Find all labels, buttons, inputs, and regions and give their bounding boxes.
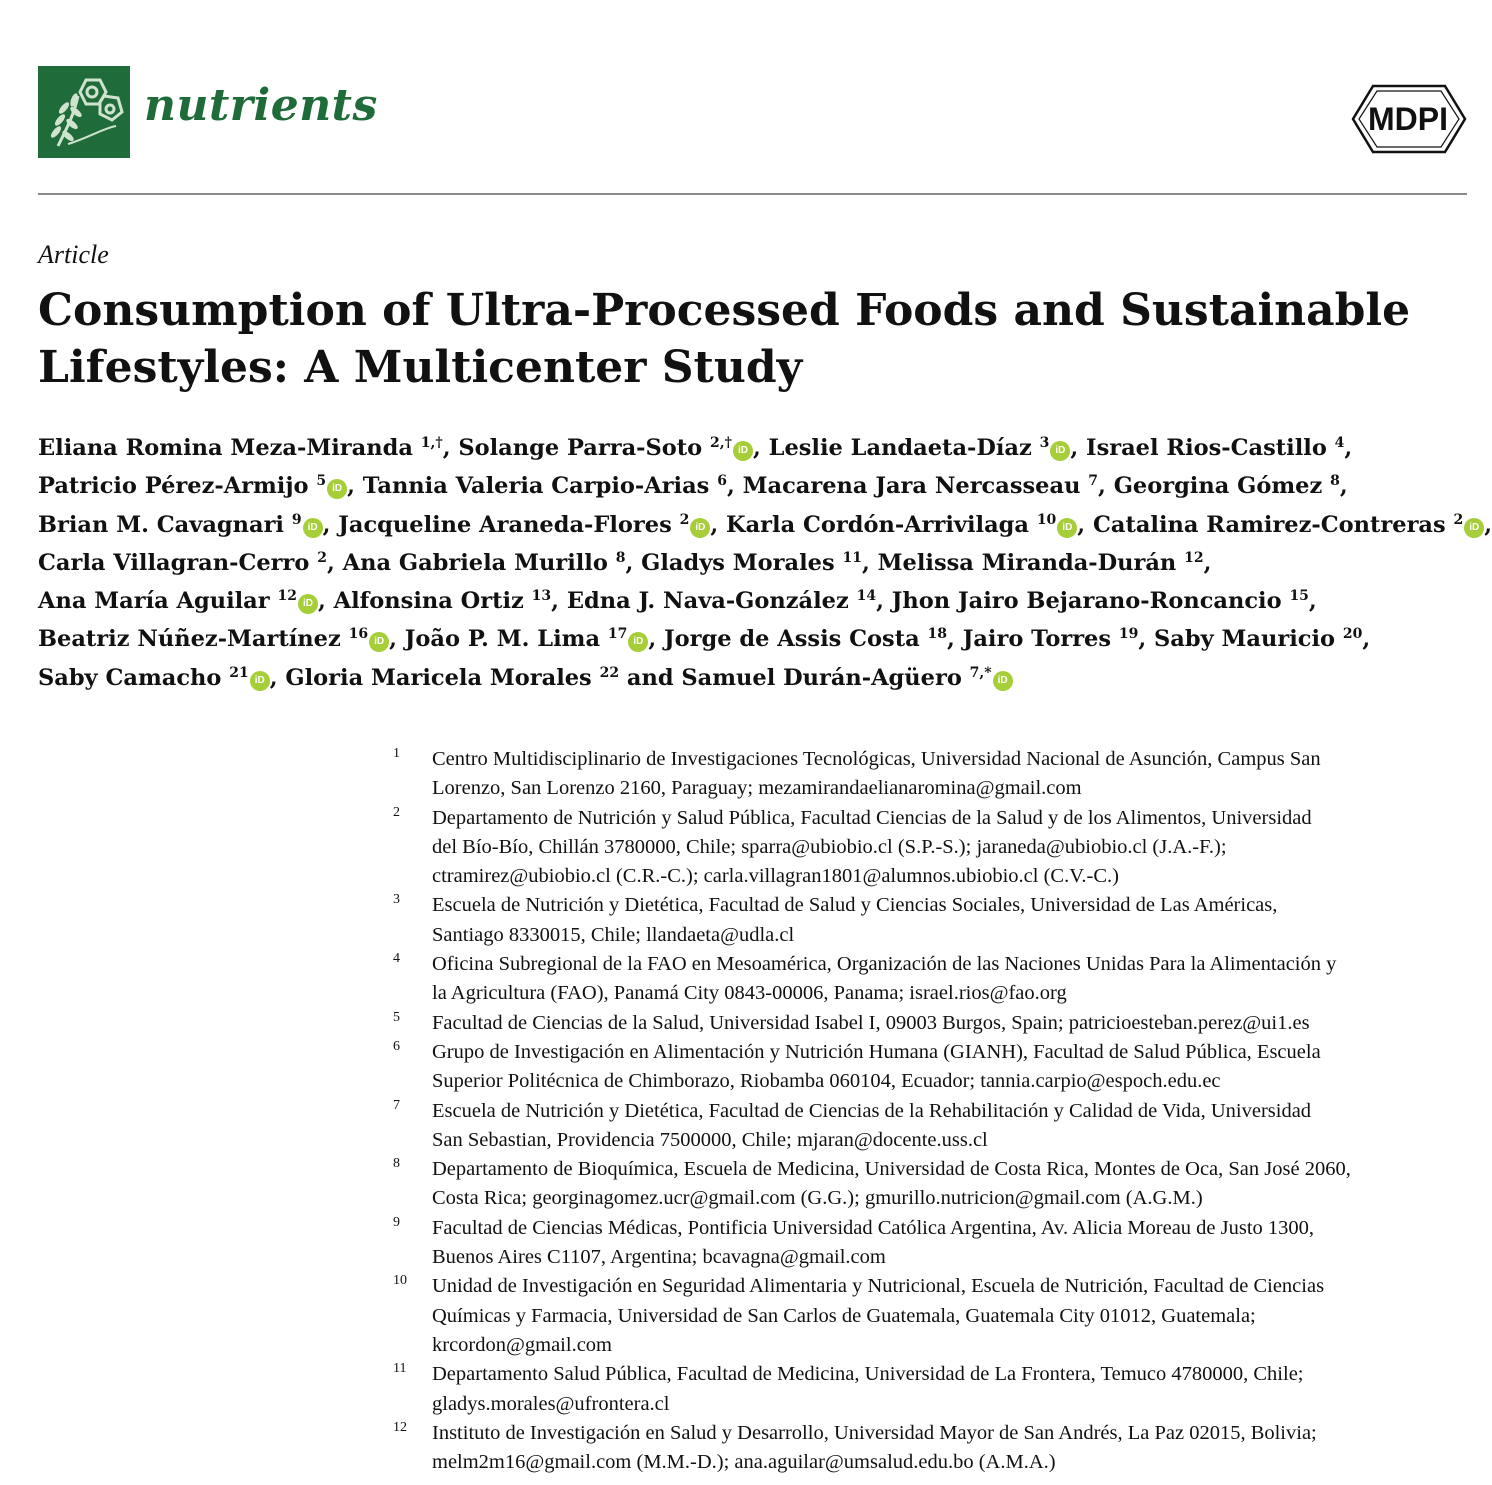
- author-name[interactable]: Jorge de Assis Costa: [664, 626, 920, 653]
- affiliation-number: 7: [393, 1097, 400, 1113]
- affiliation-text: Lorenzo, San Lorenzo 2160, Paraguay; mezamirandaelianaromina@gmail.com: [432, 777, 1082, 800]
- affiliation-text: ctramirez@ubiobio.cl (C.R.-C.); carla.villagran1801@alumnos.ubiobio.cl (C.V.-C.): [432, 865, 1119, 888]
- orcid-icon[interactable]: iD: [1464, 518, 1484, 538]
- affiliation-item: [393, 950, 1478, 1009]
- author-separator: ,: [726, 473, 743, 500]
- affiliation-text: Oficina Subregional de la FAO en Mesoamérica, Organización de las Naciones Unidas Para la Alimentación y: [432, 953, 1337, 976]
- orcid-icon[interactable]: iD: [369, 632, 389, 652]
- author-affiliation-marker: 22: [599, 664, 620, 681]
- affiliation-text: Químicas y Farmacia, Universidad de San Carlos de Guatemala, Guatemala City 01012, Guatemala;: [432, 1304, 1256, 1327]
- author-separator: ,: [861, 549, 878, 576]
- author-line: [38, 654, 1478, 692]
- author-affiliation-marker: 2,†: [710, 435, 732, 451]
- author-name[interactable]: Catalina Ramirez-Contreras: [1092, 511, 1446, 538]
- author-name[interactable]: Tannia Valeria Carpio-Arias: [362, 473, 710, 500]
- author-separator: ,: [1344, 435, 1353, 461]
- author-separator: ,: [389, 626, 405, 653]
- author-name[interactable]: Macarena Jara Nercasseau: [742, 473, 1081, 500]
- orcid-icon[interactable]: iD: [993, 671, 1013, 691]
- orcid-icon[interactable]: iD: [733, 441, 753, 461]
- affiliation-number: 4: [393, 951, 400, 967]
- author-separator: ,: [752, 435, 769, 461]
- author-separator: ,: [442, 435, 459, 461]
- author-separator: ,: [269, 664, 286, 691]
- author-name[interactable]: Beatriz Núñez-Martínez: [38, 626, 341, 653]
- article-type: Article: [38, 240, 109, 269]
- author-separator: ,: [1203, 549, 1212, 576]
- author-affiliation-marker: 10: [1036, 511, 1057, 528]
- affiliation-text: Instituto de Investigación en Salud y Desarrollo, Universidad Mayor de San Andrés, La Paz 02015, Bolivia;: [432, 1421, 1317, 1444]
- affiliation-number: 9: [393, 1214, 400, 1230]
- author-separator: ,: [710, 511, 727, 538]
- affiliation-text: Costa Rica; georginagomez.ucr@gmail.com (G.G.); gmurillo.nutricion@gmail.com (A.G.M.): [432, 1187, 1203, 1210]
- affiliation-text: Escuela de Nutrición y Dietética, Facultad de Ciencias de la Rehabilitación y Calidad de Vida, Universidad: [432, 1099, 1312, 1122]
- author-separator: ,: [1339, 473, 1348, 500]
- article-title: [38, 282, 1458, 396]
- author-separator: ,: [1077, 511, 1093, 538]
- affiliation-text: Centro Multidisciplinario de Investigaciones Tecnológicas, Universidad Nacional de Asunción, Campus San: [432, 748, 1321, 770]
- author-name[interactable]: Eliana Romina Meza-Miranda: [38, 435, 413, 461]
- affiliation-item: [393, 1272, 1478, 1360]
- author-separator: ,: [1362, 626, 1371, 653]
- author-name[interactable]: Ana María Aguilar: [38, 588, 270, 615]
- affiliation-number: 8: [393, 1156, 400, 1172]
- orcid-icon[interactable]: iD: [250, 671, 270, 691]
- author-affiliation-marker: 19: [1118, 626, 1139, 643]
- author-separator: ,: [1484, 511, 1492, 538]
- author-separator: ,: [1308, 588, 1317, 615]
- author-affiliation-marker: 4: [1334, 435, 1345, 451]
- affiliation-item: [393, 804, 1478, 892]
- author-separator: ,: [551, 588, 567, 615]
- author-name[interactable]: Alfonsina Ortiz: [333, 588, 524, 615]
- orcid-icon[interactable]: iD: [298, 594, 318, 614]
- affiliation-text: del Bío-Bío, Chillán 3780000, Chile; sparra@ubiobio.cl (S.P.-S.); jaraneda@ubiobio.cl (J.A.-F.);: [432, 835, 1227, 858]
- author-separator: ,: [317, 588, 334, 615]
- orcid-icon[interactable]: iD: [303, 518, 323, 538]
- author-separator: ,: [1098, 473, 1114, 500]
- author-name[interactable]: Edna J. Nava-González: [566, 588, 849, 615]
- author-affiliation-marker: 12: [277, 588, 297, 605]
- affiliation-number: 2: [393, 804, 400, 820]
- affiliation-text: Grupo de Investigación en Alimentación y Nutrición Humana (GIANH), Facultad de Salud Pública, Escuela: [432, 1040, 1321, 1063]
- author-name[interactable]: João P. M. Lima: [404, 626, 601, 653]
- affiliation-text: la Agricultura (FAO), Panamá City 0843-00006, Panama; israel.rios@fao.org: [432, 982, 1067, 1005]
- title-line: Consumption of Ultra-Processed Foods and Sustainable: [38, 285, 1411, 336]
- orcid-icon[interactable]: iD: [327, 479, 347, 499]
- author-affiliation-marker: 15: [1289, 588, 1309, 605]
- affiliation-number: 5: [393, 1009, 400, 1025]
- author-name[interactable]: Georgina Gómez: [1113, 473, 1323, 500]
- affiliation-text: Santiago 8330015, Chile; llandaeta@udla.cl: [432, 923, 795, 946]
- author-separator: ,: [322, 511, 339, 538]
- affiliation-text: gladys.morales@ufrontera.cl: [432, 1392, 670, 1415]
- author-name[interactable]: Jacqueline Araneda-Flores: [338, 511, 672, 538]
- author-line: [38, 424, 1478, 462]
- author-name[interactable]: Jhon Jairo Bejarano-Roncancio: [891, 588, 1282, 615]
- affiliation-text: Facultad de Ciencias de la Salud, Universidad Isabel I, 09003 Burgos, Spain; patricioesteban.perez@ui1.es: [432, 1011, 1310, 1034]
- author-affiliation-marker: 9: [291, 511, 302, 528]
- author-line: [38, 615, 1478, 653]
- author-name[interactable]: Brian M. Cavagnari: [38, 511, 284, 538]
- author-affiliation-marker: 20: [1342, 626, 1363, 643]
- affiliation-text: San Sebastian, Providencia 7500000, Chile; mjaran@docente.uss.cl: [432, 1128, 988, 1151]
- title-line: Lifestyles: A Multicenter Study: [38, 342, 803, 393]
- journal-header: [38, 66, 1467, 158]
- author-name[interactable]: Jairo Torres: [962, 626, 1112, 653]
- author-separator: ,: [347, 473, 363, 500]
- author-affiliation-marker: 17: [607, 626, 628, 643]
- author-affiliation-marker: 1,†: [420, 435, 443, 451]
- author-affiliation-marker: 12: [1184, 549, 1204, 566]
- publisher-name: MDPI: [1368, 101, 1448, 137]
- affiliation-text: Facultad de Ciencias Médicas, Pontificia Universidad Católica Argentina, Av. Alicia Moreau de Justo 1300,: [432, 1216, 1315, 1239]
- author-name[interactable]: Israel Rios-Castillo: [1086, 435, 1327, 461]
- affiliations-list: [393, 745, 1478, 1477]
- author-affiliation-marker: 21: [229, 664, 249, 681]
- affiliation-item: [393, 1155, 1478, 1214]
- affiliation-number: 12: [393, 1419, 407, 1435]
- author-affiliation-marker: 6: [717, 473, 727, 490]
- author-line: [38, 501, 1492, 539]
- author-name[interactable]: Patricio Pérez-Armijo: [38, 473, 309, 500]
- affiliation-number: 10: [393, 1273, 407, 1289]
- author-affiliation-marker: 7: [1088, 473, 1099, 490]
- author-affiliation-marker: 16: [348, 626, 369, 643]
- affiliation-item: [393, 1360, 1478, 1419]
- orcid-icon[interactable]: iD: [690, 518, 710, 538]
- header-rule: [38, 193, 1467, 195]
- author-separator: and: [619, 664, 682, 691]
- author-list: [38, 424, 1492, 692]
- author-affiliation-marker: 11: [842, 549, 862, 566]
- author-name[interactable]: Melissa Miranda-Durán: [877, 549, 1177, 576]
- author-affiliation-marker: 8: [1330, 473, 1340, 490]
- author-affiliation-marker: 2: [1453, 511, 1464, 528]
- nutrients-leaf-icon: [38, 66, 130, 158]
- author-separator: ,: [1070, 435, 1087, 461]
- author-affiliation-marker: 8: [615, 549, 626, 566]
- author-affiliation-marker: 18: [927, 626, 948, 643]
- author-separator: ,: [947, 626, 963, 653]
- author-name[interactable]: Gloria Maricela Morales: [285, 664, 592, 691]
- author-separator: ,: [876, 588, 892, 615]
- author-separator: ,: [326, 549, 343, 576]
- author-affiliation-marker: 5: [316, 473, 327, 490]
- journal-name: nutrients: [144, 80, 378, 131]
- affiliation-text: melm2m16@gmail.com (M.M.-D.); ana.aguilar@umsalud.edu.bo (A.M.A.): [432, 1451, 1056, 1474]
- author-line: [38, 539, 1478, 577]
- affiliation-number: 11: [393, 1361, 407, 1377]
- affiliation-number: 3: [393, 892, 400, 908]
- author-separator: ,: [648, 626, 665, 653]
- author-name[interactable]: Gladys Morales: [641, 549, 835, 576]
- affiliation-item: [393, 745, 1478, 804]
- author-separator: ,: [1138, 626, 1155, 653]
- author-line: [38, 462, 1478, 500]
- affiliation-number: 1: [393, 746, 400, 761]
- author-affiliation-marker: 2: [317, 549, 327, 566]
- affiliation-item: [393, 1214, 1478, 1273]
- orcid-icon[interactable]: iD: [1050, 441, 1070, 461]
- author-name[interactable]: Leslie Landaeta-Díaz: [768, 435, 1032, 461]
- affiliation-text: Escuela de Nutrición y Dietética, Facultad de Salud y Ciencias Sociales, Universidad de Las Américas,: [432, 894, 1278, 917]
- affiliation-item: [393, 1097, 1478, 1156]
- affiliation-text: Unidad de Investigación en Seguridad Alimentaria y Nutricional, Escuela de Nutrición, Facultad de Ciencias: [432, 1275, 1325, 1298]
- affiliation-number: 6: [393, 1038, 400, 1054]
- orcid-icon[interactable]: iD: [1057, 518, 1077, 538]
- affiliation-text: Departamento de Bioquímica, Escuela de Medicina, Universidad de Costa Rica, Montes de Oca, San José 2060,: [432, 1158, 1351, 1181]
- author-name[interactable]: Ana Gabriela Murillo: [342, 549, 608, 576]
- orcid-icon[interactable]: iD: [628, 632, 648, 652]
- author-name[interactable]: Saby Camacho: [38, 664, 222, 691]
- author-affiliation-marker: 14: [856, 588, 877, 605]
- affiliation-item: [393, 891, 1478, 950]
- author-name[interactable]: Saby Mauricio: [1154, 626, 1335, 653]
- author-affiliation-marker: 2: [679, 511, 690, 528]
- affiliation-item: [393, 1038, 1478, 1097]
- affiliation-item: [393, 1009, 1478, 1038]
- author-line: [38, 577, 1478, 615]
- author-separator: ,: [625, 549, 642, 576]
- affiliation-text: krcordon@gmail.com: [432, 1333, 612, 1356]
- author-name[interactable]: Samuel Durán-Agüero: [681, 664, 962, 691]
- affiliation-text: Buenos Aires C1107, Argentina; bcavagna@gmail.com: [432, 1246, 886, 1269]
- author-affiliation-marker: 3: [1039, 435, 1050, 451]
- author-name[interactable]: Karla Cordón-Arrivilaga: [726, 511, 1029, 538]
- author-name[interactable]: Solange Parra-Soto: [458, 435, 703, 461]
- affiliation-text: Departamento Salud Pública, Facultad de Medicina, Universidad de La Frontera, Temuco 4780000, Chile;: [432, 1363, 1304, 1386]
- author-affiliation-marker: 7,*: [969, 664, 992, 681]
- affiliation-item: [393, 1419, 1478, 1478]
- mdpi-logo: [1349, 80, 1467, 158]
- author-name[interactable]: Carla Villagran-Cerro: [38, 549, 310, 576]
- author-affiliation-marker: 13: [531, 588, 552, 605]
- affiliation-text: Departamento de Nutrición y Salud Pública, Facultad Ciencias de la Salud y de los Alimentos, Universidad: [432, 806, 1312, 829]
- affiliation-text: Superior Politécnica de Chimborazo, Riobamba 060104, Ecuador; tannia.carpio@espoch.edu.ec: [432, 1070, 1221, 1093]
